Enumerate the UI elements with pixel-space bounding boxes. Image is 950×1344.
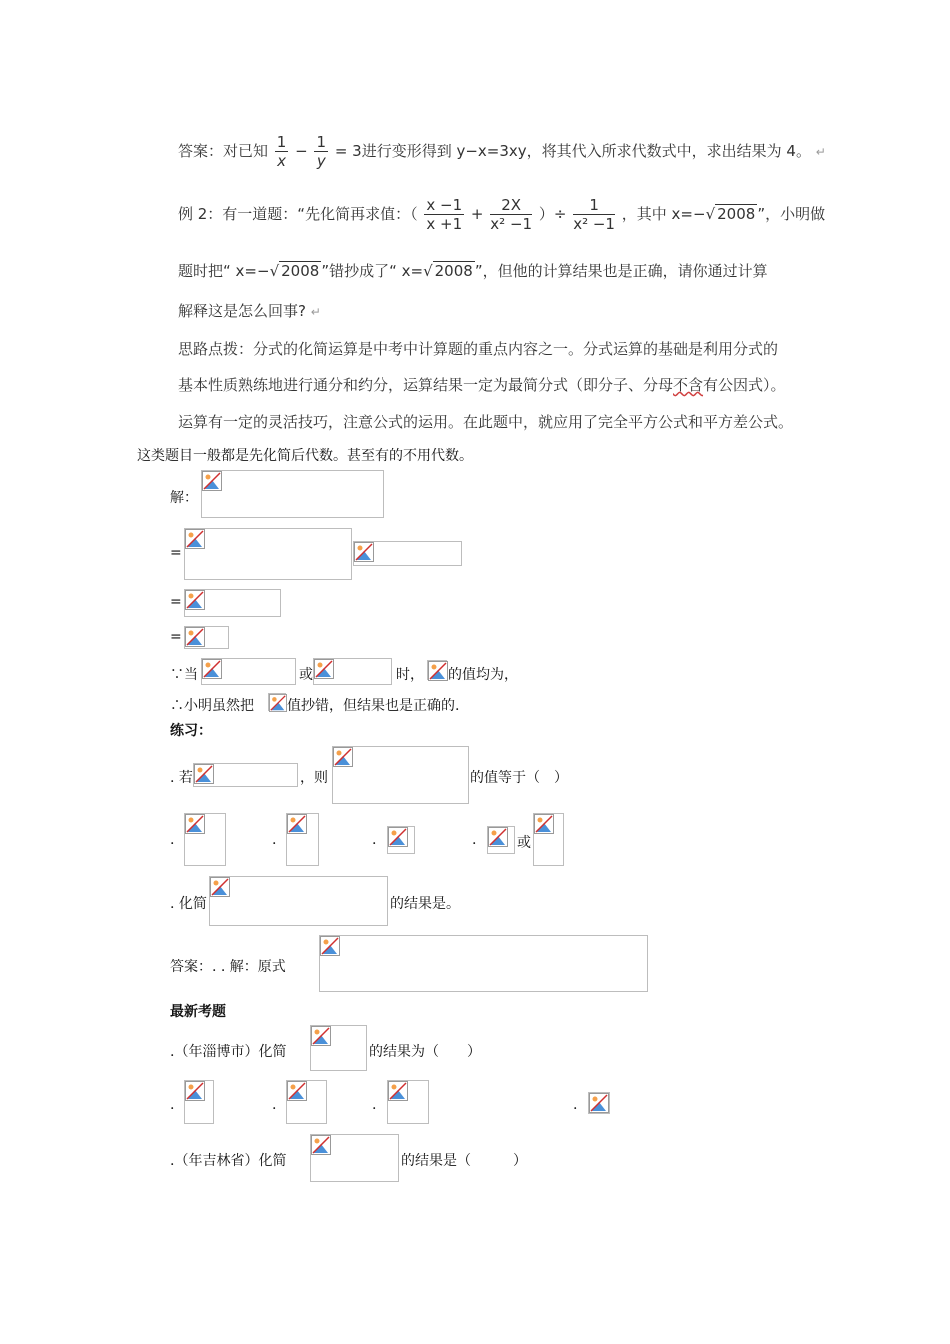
broken-image-icon: [311, 1135, 331, 1155]
broken-image-icon: [269, 694, 287, 712]
image-placeholder: [313, 658, 392, 685]
image-placeholder: [184, 813, 226, 866]
image-placeholder: [387, 826, 415, 854]
q4-prefix: .（年吉林省）化简: [170, 1153, 287, 1169]
equals-3: =: [170, 629, 182, 645]
q2-prefix: . 化简: [170, 896, 207, 912]
broken-image-icon: [320, 936, 340, 956]
because-prefix: ∵当: [170, 667, 198, 683]
or-text: 或: [299, 667, 313, 683]
image-placeholder: [533, 813, 564, 866]
image-placeholder: [286, 1080, 327, 1124]
latest-title: 最新考题: [170, 1004, 226, 1020]
equals-2: =: [170, 594, 182, 610]
broken-image-icon: [428, 661, 448, 681]
q1-suffix: 的值等于（ ）: [470, 770, 568, 786]
broken-image-icon: [185, 627, 205, 647]
sqrt-2008: 2008: [717, 205, 756, 223]
value-is-text: 的值均为，: [448, 667, 518, 683]
broken-image-icon: [388, 1081, 408, 1101]
option-dot: .: [372, 1097, 377, 1113]
image-placeholder: [193, 763, 298, 787]
broken-image-icon: [314, 659, 334, 679]
broken-image-icon: [589, 1093, 609, 1113]
broken-image-icon: [388, 827, 408, 847]
image-placeholder: [184, 589, 281, 617]
hint-line1: 思路点拨：分式的化简运算是中考中计算题的重点内容之一。分式运算的基础是利用分式的: [178, 340, 779, 358]
hint-line2: 基本性质熟练地进行通分和约分，运算结果一定为最简分式（即分子、分母不含有公因式）。: [178, 376, 786, 394]
image-placeholder: [332, 746, 469, 804]
broken-image-icon: [311, 1026, 331, 1046]
broken-image-icon: [194, 764, 214, 784]
broken-image-icon: [185, 529, 205, 549]
solve-label: 解：: [170, 490, 198, 506]
answer-equation: = 3进行变形得到 y−x=3xy，将其代入所求代数式中，求出结果为 4。: [334, 142, 811, 160]
fraction-1-over-x: $\frac{1}{x}$: [276, 133, 287, 170]
broken-image-icon: [202, 471, 222, 491]
image-placeholder: [184, 528, 352, 580]
option-dot: .: [170, 1097, 175, 1113]
image-placeholder: [286, 813, 319, 866]
or-text: 或: [517, 835, 531, 851]
image-placeholder: [387, 1080, 429, 1124]
fraction-1-over-x2-1: $\frac{1}{\text{x² −1}}$: [573, 196, 615, 233]
image-placeholder: [310, 1025, 367, 1071]
broken-image-icon: [488, 827, 508, 847]
answer-line-2: 答案：. . 解：原式: [170, 959, 286, 975]
therefore-suffix: 值抄错，但结果也是正确的.: [287, 698, 460, 714]
image-placeholder: [427, 660, 447, 680]
answer-prefix: 答案：对已知: [178, 142, 269, 160]
image-placeholder: [268, 693, 286, 711]
q4-suffix: 的结果是（ ）: [401, 1153, 527, 1169]
broken-image-icon: [534, 814, 554, 834]
broken-image-icon: [202, 659, 222, 679]
image-placeholder: [184, 626, 229, 649]
broken-image-icon: [185, 1081, 205, 1101]
option-dot: .: [272, 832, 277, 848]
fraction-x-1-over-x+1: $\frac{x -1}{x +1}$: [426, 196, 463, 233]
broken-image-icon: [354, 542, 374, 562]
return-mark-icon: ↵: [815, 145, 826, 159]
image-placeholder: [201, 470, 384, 518]
fraction-1-over-y: $\frac{1}{y}$: [316, 133, 327, 170]
image-placeholder: [353, 541, 462, 566]
image-placeholder: [310, 1134, 399, 1182]
fraction-2x-over-x2-1: $\frac{2X}{\text{x² −1}}$: [490, 196, 533, 233]
option-dot: .: [170, 832, 175, 848]
hint-line3: 运算有一定的灵活技巧，注意公式的运用。在此题中，就应用了完全平方公式和平方差公式。: [178, 413, 794, 431]
image-placeholder: [201, 658, 296, 685]
broken-image-icon: [333, 747, 353, 767]
return-mark-icon: ↵: [310, 305, 321, 319]
broken-image-icon: [185, 590, 205, 610]
image-placeholder: [487, 826, 515, 854]
q2-suffix: 的结果是。: [390, 896, 460, 912]
q3-suffix: 的结果为（ ）: [369, 1044, 481, 1060]
equals-1: =: [170, 545, 182, 561]
broken-image-icon: [287, 1081, 307, 1101]
broken-image-icon: [185, 814, 205, 834]
therefore-prefix: ∴小明虽然把: [170, 698, 254, 714]
answer-line: 答案：对已知 $\frac{1}{x}$ − $\frac{1}{y}$ = 3进行变形得到 y−x=3xy，将其代入所求代数式中，求出结果为 4。 ↵: [178, 133, 826, 170]
q1-then: ，则: [300, 770, 328, 786]
option-dot: .: [272, 1097, 277, 1113]
option-dot: .: [573, 1097, 578, 1113]
when-text: 时，: [396, 667, 424, 683]
practice-title: 练习：: [170, 723, 212, 739]
image-placeholder: [209, 876, 388, 926]
broken-image-icon: [210, 877, 230, 897]
option-dot: .: [472, 832, 477, 848]
option-dot: .: [372, 832, 377, 848]
broken-image-icon: [287, 814, 307, 834]
example2-line3: 解释这是怎么回事? ↵: [178, 302, 321, 320]
general-note: 这类题目一般都是先化简后代数。甚至有的不用代数。: [137, 448, 473, 464]
example2-line1: 例 2：有一道题：“先化简再求值：（ $\frac{x -1}{x +1}$ + $\frac{2X}{\text{x² −1}}$ ）÷ $\frac{1}{\text{x² −1}}$ ，其中 x=−√ 2008 ”，小明做: [178, 196, 826, 233]
image-placeholder: [588, 1092, 610, 1114]
q3-prefix: .（年淄博市）化简: [170, 1044, 287, 1060]
example2-line2: 题时把“ x=−√ 2008 ”错抄成了“ x=√ 2008 ”，但他的计算结果也是正确，请你通过计算: [178, 262, 768, 280]
image-placeholder: [319, 935, 648, 992]
image-placeholder: [184, 1080, 214, 1124]
q1-prefix: . 若: [170, 770, 193, 786]
